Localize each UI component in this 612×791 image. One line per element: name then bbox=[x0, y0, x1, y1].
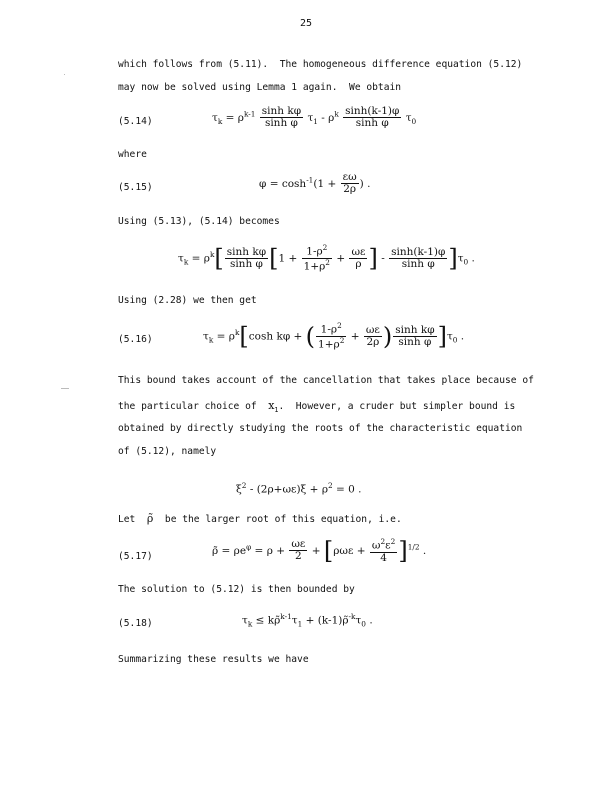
tau-symbol: τ bbox=[212, 111, 218, 124]
fraction: $\frac{\varepsilon\omega}{2\rho}$ bbox=[342, 171, 357, 196]
equation-label: (5.14) bbox=[118, 116, 153, 127]
fraction: $\frac{\sinh(k-1)\varphi}{\text{sinh φ}}$ bbox=[345, 105, 400, 130]
fraction: $\frac{\text{sinh kφ}}{\text{sinh φ}}$ bbox=[261, 105, 302, 130]
scan-mark bbox=[61, 388, 69, 389]
equation-5-18: $\tau_k$ ≤ $k\rhõ^{k-1}\tau_1$ + $(k-1)\rhõ^{-k}\tau_0$ . bbox=[242, 612, 373, 629]
fraction: $\frac{\sinh(k-1)\varphi}{\text{sinh φ}}$ bbox=[391, 245, 446, 270]
equation-5-16: $\tau_k = \rho^k[\cosh$ kφ + ( $\frac{1-\rho^2}{1+\rho^2}$ + $\frac{\omega\varepsilon}{2\rho}$ ) $\frac{\text{sinh kφ}}{\text{sinh φ}}$ ]$\tau_0$ . bbox=[203, 321, 465, 351]
fraction: $\frac{\omega^2\varepsilon^2}{4}$ bbox=[371, 537, 396, 564]
equation-label: (5.17) bbox=[118, 551, 153, 562]
page-number: 25 bbox=[299, 18, 313, 29]
paragraph-line: which follows from (5.11). The homogeneous difference equation (5.12) bbox=[118, 59, 523, 70]
equation-5-14-expanded: $\tau_k = \rho^k$[ $\frac{\text{sinh kφ}}{\text{sinh φ}}$ [1 + $\frac{1-\rho^2}{1+\rho^2}$ + $\frac{\omega\varepsilon}{\rho}$ ] - $\frac{\sinh(k-1)\varphi}{\text{sinh φ}}$ ]$\tau_0$ . bbox=[178, 243, 475, 273]
paragraph-line: obtained by directly studying the roots of the characteristic equation bbox=[118, 423, 523, 434]
paragraph-line: where bbox=[118, 149, 147, 160]
paragraph-line: Using (5.13), (5.14) becomes bbox=[118, 216, 280, 227]
paragraph-line: may now be solved using Lemma 1 again. We obtain bbox=[118, 82, 402, 93]
equation-label: (5.15) bbox=[118, 182, 153, 193]
equation-5-17: ρ̃ = $\rho e^\varphi = \rho$ + $\frac{\omega\varepsilon}{2}$ + [ρωε + $\frac{\omega^2\varepsilon^2}{4}$ ]$^{1/2}$ . bbox=[212, 537, 427, 566]
paragraph-line: Using (2.28) we then get bbox=[118, 295, 257, 306]
characteristic-equation: $\xi^2 - (2\rho+\omega\varepsilon)\xi + \rho^2 = 0$ . bbox=[236, 481, 362, 496]
equation-label: (5.16) bbox=[118, 334, 153, 345]
paragraph-line: the particular choice of $x_1$. However, a cruder but simpler bound is bbox=[118, 399, 516, 414]
fraction: $\frac{1-\rho^2}{1+\rho^2}$ bbox=[303, 243, 330, 273]
equation-label: (5.18) bbox=[118, 618, 153, 629]
fraction: $\frac{\omega\varepsilon}{2\rho}$ bbox=[365, 323, 380, 348]
fraction: $\frac{1-\rho^2}{1+\rho^2}$ bbox=[318, 321, 345, 351]
equation-5-14: $\tau_k = \rho^{k-1}$ $\frac{\text{sinh kφ}}{\text{sinh φ}}$ $\tau_1 - \rho^k$ $\frac{\sinh(k-1)\varphi}{\text{sinh φ}}$ $\tau_0$ bbox=[212, 105, 417, 130]
paragraph-line: This bound takes account of the cancellation that takes place because of bbox=[118, 375, 534, 386]
fraction: $\frac{\omega\varepsilon}{2}$ bbox=[291, 538, 306, 563]
scan-mark bbox=[64, 74, 65, 75]
equation-5-15: $\varphi = \cosh^{-1}(1$ + $\frac{\varepsilon\omega}{2\rho}$ ) . bbox=[259, 171, 371, 196]
fraction: $\frac{\text{sinh kφ}}{\text{sinh φ}}$ bbox=[395, 323, 435, 348]
paragraph-line: of (5.12), namely bbox=[118, 446, 217, 457]
paragraph-line: The solution to (5.12) is then bounded by bbox=[118, 584, 355, 595]
paragraph-line: Summarizing these results we have bbox=[118, 654, 309, 665]
fraction: $\frac{\omega\varepsilon}{\rho}$ bbox=[351, 245, 366, 270]
fraction: $\frac{\text{sinh kφ}}{\text{sinh φ}}$ bbox=[226, 245, 267, 270]
paragraph-line: Let ρ̃ be the larger root of this equation, i.e. bbox=[118, 512, 402, 525]
